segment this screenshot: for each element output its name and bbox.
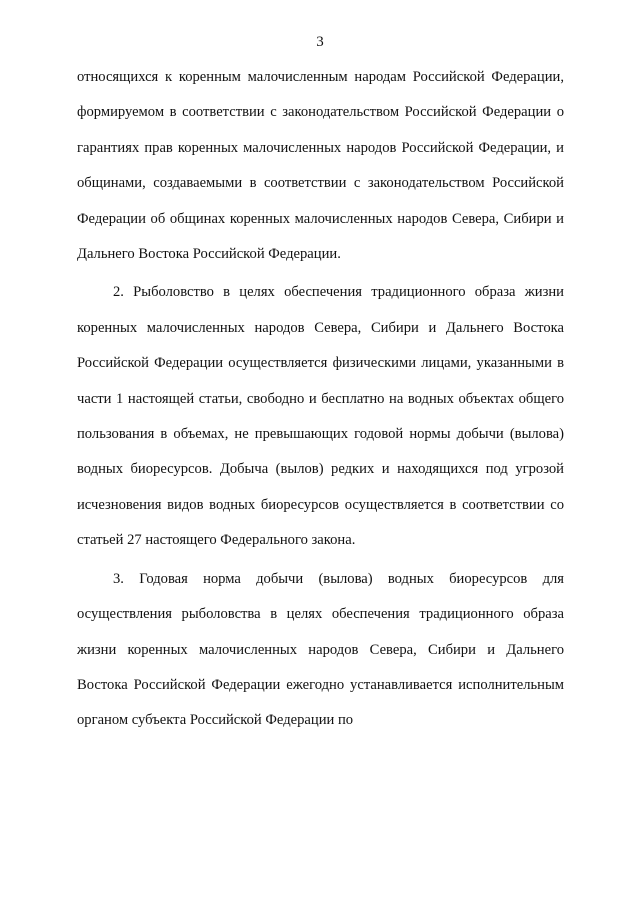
page-number: 3 <box>316 34 324 50</box>
paragraph-continuation: относящихся к коренным малочисленным народам Российской Федерации, формируемом в соответствии с законодательством Российской Федерации о гарантиях прав коренных малочисленных народов Российской Федерации, и общинами, создаваемыми в соответствии с законодательством Российской Федерации об общинах коренных малочисленных народов Севера, Сибири и Дальнего Востока Российской Федерации. <box>77 69 564 263</box>
paragraph-item-2: 2. Рыболовство в целях обеспечения традиционного образа жизни коренных малочисленных народов Севера, Сибири и Дальнего Востока Российской Федерации осуществляется физическими лицами, указанными в части 1 настоящей статьи, свободно и бесплатно на водных объектах общего пользования в объемах, не превышающих годовой нормы добычи (вылова) водных биоресурсов. Добыча (вылов) редких и находящихся под угрозой исчезновения видов водных биоресурсов осуществляется в соответствии со статьей 27 настоящего Федерального закона. <box>77 284 564 549</box>
paragraph-item-3: 3. Годовая норма добычи (вылова) водных биоресурсов для осуществления рыболовства в целях обеспечения традиционного образа жизни коренных малочисленных народов Севера, Сибири и Дальнего Востока Российской Федерации ежегодно устанавливается исполнительным органом субъекта Российской Федерации по <box>77 570 564 729</box>
document-body <box>77 60 564 739</box>
